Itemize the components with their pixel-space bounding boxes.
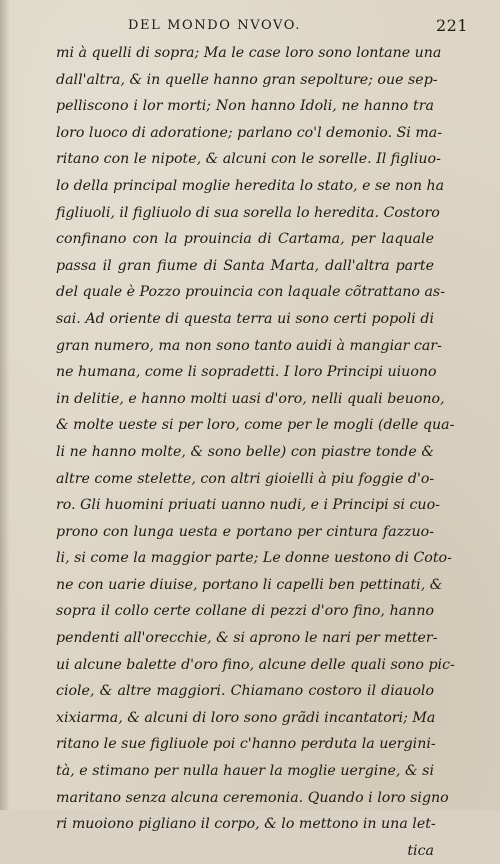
page-number: 221 (436, 16, 469, 35)
text-line: lo della principal moglie heredita lo stato, e se non ha (56, 177, 445, 194)
text-line: ne con uarie diuise, portano li capelli ben pettinati, & (56, 576, 443, 593)
text-line: xixiarma, & alcuni di loro sono grãdi incantatori; Ma (56, 709, 436, 726)
text-line: in delitie, e hanno molti uasi d'oro, nelli quali beuono, (56, 390, 445, 407)
body-text (56, 40, 455, 864)
running-head: DEL MONDO NVOVO. (128, 18, 301, 33)
text-line: loro luoco di adoratione; parlano co'l demonio. Si ma- (56, 124, 443, 141)
catchword: tica (407, 842, 434, 859)
text-line: ritano con le nipote, & alcuni con le sorelle. Il figliuo- (56, 151, 441, 168)
text-line: ri muoiono pigliano il corpo, & lo mettono in una let- (56, 816, 436, 833)
text-line: sai. Ad oriente di questa terra ui sono certi popoli di (56, 310, 434, 327)
text-line: pendenti all'orecchie, & si aprono le nari per metter- (56, 630, 438, 647)
text-line: ui alcune balette d'oro fino, alcune delle quali sono pic- (56, 656, 455, 673)
text-line: sopra il collo certe collane di pezzi d'oro fino, hanno (56, 603, 434, 620)
text-line: confinano con la prouincia di Cartama, per laquale (56, 231, 434, 248)
text-line: mi à quelli di sopra; Ma le case loro sono lontane una (56, 45, 442, 61)
text-line: ritano le sue figliuole poi c'hanno perduta la uergini- (56, 736, 436, 753)
page-edge-shadow (0, 0, 10, 810)
text-line: ciole, & altre maggiori. Chiamano costoro il diauolo (56, 683, 434, 700)
text-line: passa il gran fiume di Santa Marta, dall'altra parte (56, 257, 434, 274)
text-line: li ne hanno molte, & sono belle) con piastre tonde & (56, 443, 434, 460)
text-line: del quale è Pozzo prouincia con laquale cõtrattano as- (56, 284, 445, 301)
text-line: tà, e stimano per nulla hauer la moglie uergine, & si (56, 763, 434, 780)
text-line: figliuoli, il figliuolo di sua sorella lo heredita. Costoro (56, 204, 440, 221)
text-line: gran numero, ma non sono tanto auidi à mangiar car- (56, 337, 442, 354)
text-line: li, si come la maggior parte; Le donne uestono di Coto- (56, 550, 452, 567)
text-line: prono con lunga uesta e portano per cintura fazzuo- (56, 523, 434, 540)
text-line: ne humana, come li sopradetti. I loro Principi uiuono (56, 364, 437, 381)
text-line: altre come stelette, con altri gioielli à piu foggie d'o- (56, 470, 435, 487)
text-line: maritano senza alcuna ceremonia. Quando i loro signo (56, 789, 449, 806)
text-line: ro. Gli huomini priuati uanno nudi, e i Principi si cuo- (56, 497, 440, 514)
text-line: pelliscono i lor morti; Non hanno Idoli, ne hanno tra (56, 98, 434, 115)
text-line: dall'altra, & in quelle hanno gran sepolture; oue sep- (56, 71, 438, 88)
text-line: & molte ueste si per loro, come per le mogli (delle qua- (56, 417, 455, 434)
